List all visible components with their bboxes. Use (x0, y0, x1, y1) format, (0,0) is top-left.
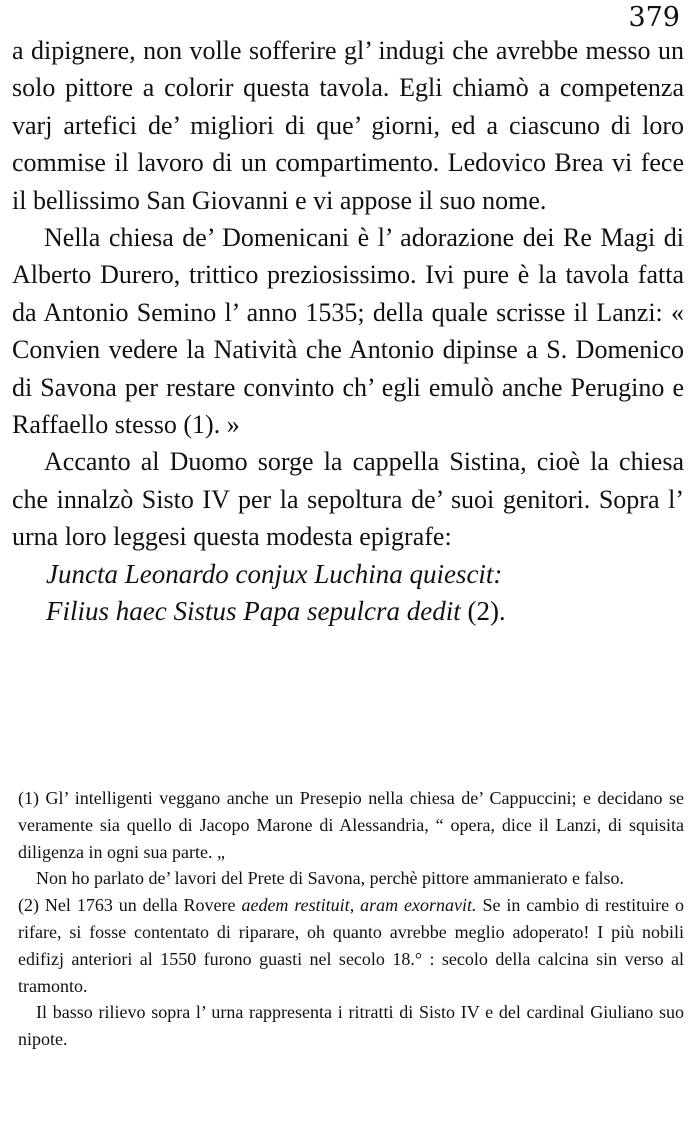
footnote-ref-2: (2). (467, 596, 506, 627)
footnote-2-continued: Il basso rilievo sopra l’ urna rappresenta i ritratti di Sisto IV e del cardinal Giuliano suo nipote. (18, 1002, 684, 1050)
footnote-2-text: Se in cambio di restituire o rifare, si fosse contentato di riparare, oh quanto avrebbe meglio adoperato! I più nobili edifizj anteriori al 1550 furono guasti nel secolo 18.° : secolo della calcina sin verso al tramonto. (18, 895, 684, 996)
paragraph-1: a dipignere, non volle sofferire gl’ indugi che avrebbe messo un solo pittore a colorir questa tavola. Egli chiamò a competenza varj artefici de’ migliori di que’ giorni, ed a ciascuno di loro commise il lavoro di un compartimento. Ledovico Brea vi fece il bellissimo San Giovanni e vi appose il suo nome. (12, 36, 684, 215)
page-number: 379 (628, 2, 680, 33)
footnote-2-comma: , (349, 895, 355, 916)
epigraph (12, 556, 684, 631)
footnote-2-intro: (2) Nel 1763 un della Rovere (18, 895, 236, 916)
epigraph-line-2: Filius haec Sistus Papa sepulcra dedit (46, 596, 461, 627)
footnote-1: (1) Gl’ intelligenti veggano anche un Presepio nella chiesa de’ Cappuccini; e decidano se veramente sia quello di Jacopo Marone di Alessandria, “ opera, dice il Lanzi, di squisita diligenza in ogni sua parte. „ (18, 788, 684, 862)
paragraph-2: Nella chiesa de’ Domenicani è l’ adorazione dei Re Magi di Alberto Durero, trittico preziosissimo. Ivi pure è la tavola fatta da Antonio Semino l’ anno 1535; della quale scrisse il Lanzi: « Convien vedere la Natività che Antonio dipinse a S. Domenico di Savona per restare convinto ch’ egli emulò anche Perugino e Raffaello stesso (1). » (12, 223, 684, 440)
footnotes (18, 785, 684, 1053)
epigraph-line-1: Juncta Leonardo conjux Luchina quiescit: (46, 558, 503, 589)
footnote-2 (18, 892, 684, 999)
paragraph-3: Accanto al Duomo sorge la cappella Sistina, cioè la chiesa che innalzò Sisto IV per la sepoltura de’ suoi genitori. Sopra l’ urna loro leggesi questa modesta epigrafe: (12, 447, 684, 552)
footnote-2-latin-2: aram exornavit. (360, 895, 477, 916)
footnote-1-continued: Non ho parlato de’ lavori del Prete di Savona, perchè pittore ammanierato e falso. (36, 868, 624, 889)
footnote-2-latin-1: aedem restituit (241, 895, 350, 916)
epigraph-line-2-wrap (46, 593, 684, 630)
main-text (12, 32, 684, 631)
